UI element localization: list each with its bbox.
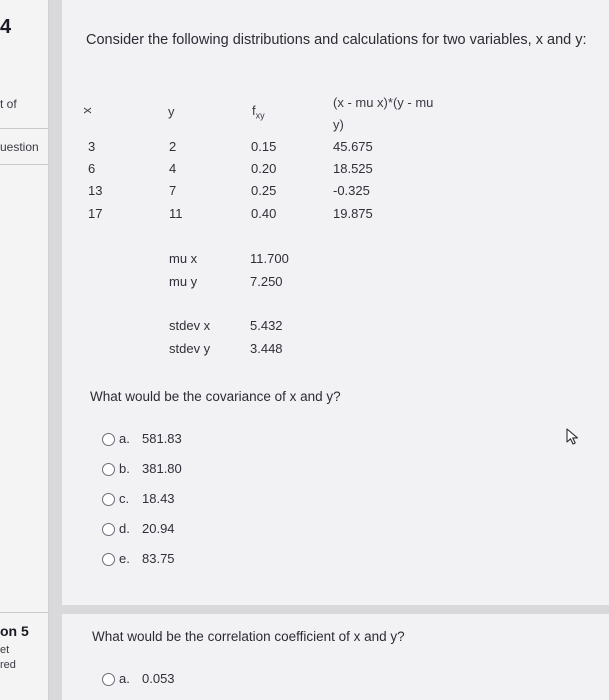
stat-label: stdev x [169, 318, 211, 333]
option-letter: e. [119, 551, 130, 566]
question-number: 4 [0, 16, 12, 38]
stat-value: 7.250 [250, 274, 283, 289]
table-cell-product: -0.325 [333, 183, 370, 198]
stat-value: 11.700 [250, 251, 289, 266]
option-value: 20.94 [142, 521, 175, 536]
radio-button-icon[interactable] [102, 553, 115, 566]
stat-value: 3.448 [250, 341, 283, 356]
column-header-y: y [168, 104, 175, 119]
option-value: 18.43 [142, 491, 175, 506]
table-cell-fxy: 0.15 [251, 139, 277, 154]
next-question-status: et [0, 644, 10, 656]
column-header-subscript: xy [255, 110, 265, 121]
radio-button-icon[interactable] [102, 523, 115, 536]
sidebar-divider [0, 128, 48, 129]
table-cell-product: 18.525 [333, 161, 373, 176]
question-text: What would be the correlation coefficient of x and y? [92, 629, 405, 644]
radio-button-icon[interactable] [102, 673, 115, 686]
question-nav-sidebar [0, 0, 49, 700]
radio-button-icon[interactable] [102, 463, 115, 476]
option-value: 381.80 [142, 461, 182, 476]
option-letter: b. [119, 461, 130, 476]
table-cell-y: 4 [169, 161, 177, 176]
column-header-product: (x - mu x)*(y - mu [333, 95, 434, 110]
table-cell-fxy: 0.25 [251, 183, 277, 198]
stat-label: mu x [169, 251, 198, 266]
stat-label: stdev y [169, 341, 211, 356]
next-question-status: red [0, 659, 16, 671]
option-value: 0.053 [142, 671, 175, 686]
column-header-fxy [252, 103, 265, 121]
table-cell-x: 6 [88, 161, 96, 176]
option-value: 83.75 [142, 551, 175, 566]
question-info-text: t of [0, 97, 17, 111]
mouse-pointer-icon [565, 427, 581, 447]
table-cell-x: 3 [88, 139, 96, 154]
table-cell-y: 2 [169, 139, 177, 154]
next-question-number: on 5 [0, 623, 29, 639]
column-header-product-cont: y) [333, 117, 344, 132]
table-cell-product: 45.675 [333, 139, 373, 154]
table-cell-y: 7 [169, 183, 177, 198]
question-4-panel [62, 0, 609, 605]
option-letter: d. [119, 521, 130, 536]
table-cell-product: 19.875 [333, 206, 373, 221]
radio-button-icon[interactable] [102, 433, 115, 446]
table-cell-y: 11 [169, 206, 183, 221]
option-letter: a. [119, 671, 130, 686]
column-header-x: x [80, 107, 96, 114]
table-cell-x: 13 [88, 183, 103, 198]
flag-question-link[interactable]: uestion [0, 140, 39, 154]
sidebar-divider [0, 164, 48, 165]
option-value: 581.83 [142, 431, 182, 446]
option-letter: c. [119, 491, 130, 506]
stat-label: mu y [169, 274, 198, 289]
option-letter: a. [119, 431, 130, 446]
sidebar-divider [0, 612, 48, 613]
question-prompt: Consider the following distributions and calculations for two variables, x and y: [86, 32, 587, 48]
question-text: What would be the covariance of x and y? [90, 389, 341, 404]
question-5-panel [62, 614, 609, 700]
stat-value: 5.432 [250, 318, 283, 333]
radio-button-icon[interactable] [102, 493, 115, 506]
table-cell-fxy: 0.20 [251, 161, 277, 176]
column-header-f: f [252, 103, 256, 118]
table-cell-fxy: 0.40 [251, 206, 277, 221]
table-cell-x: 17 [88, 206, 103, 221]
